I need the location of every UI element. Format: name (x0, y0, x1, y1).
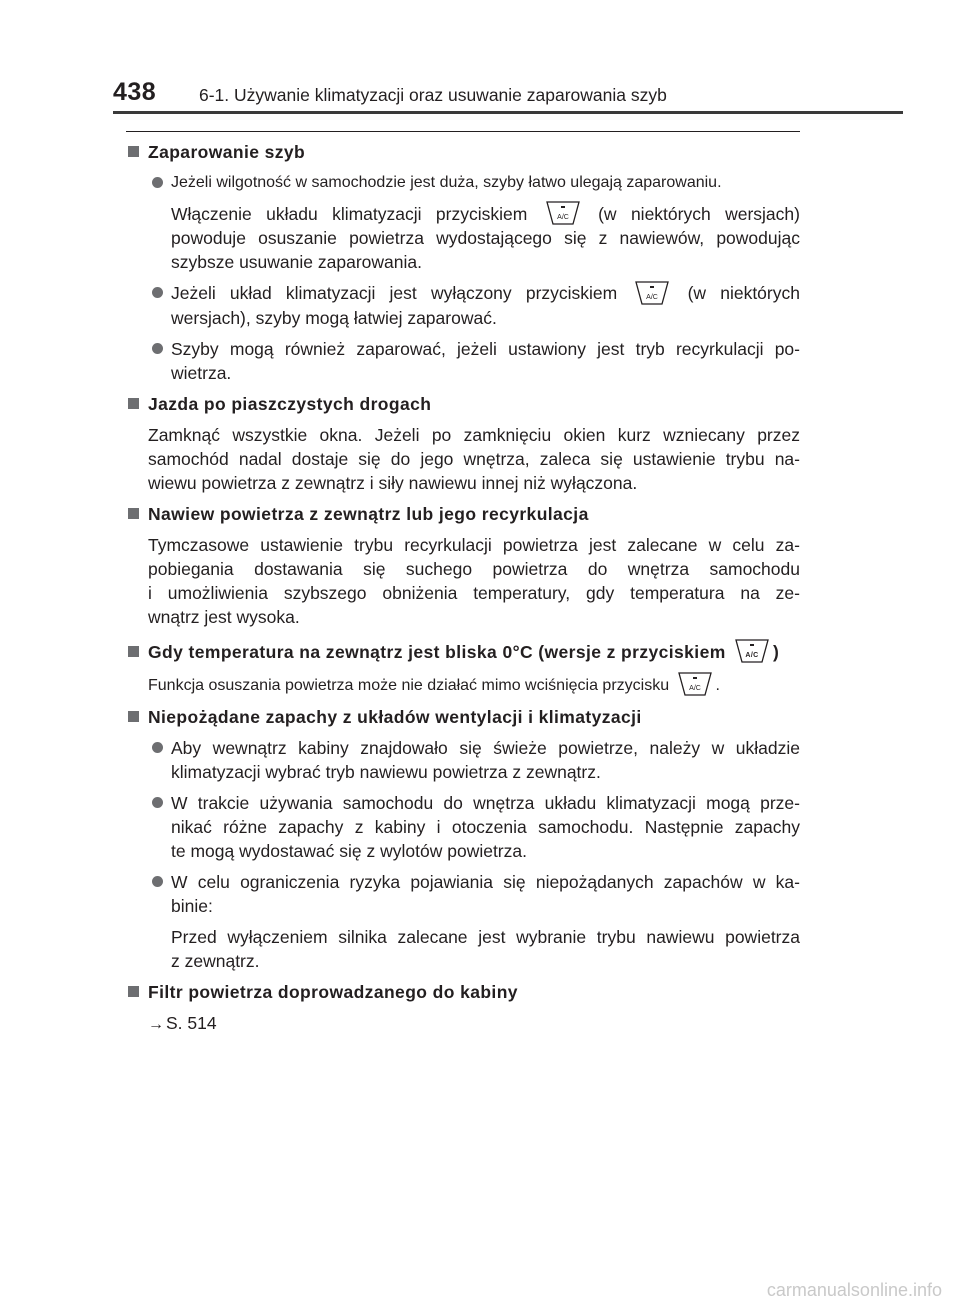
square-bullet-icon (128, 146, 139, 157)
page-content (126, 135, 800, 1044)
paragraph: Zamknąć wszystkie okna. Jeżeli po zamknięciu okien kurz wzniecany przez samochód nadal dostaje się do jego wnętrza, zaleca się ustawienie trybu na- wiewu powietrza z zewnątrz i siły nawiewu innej niż wyłączona. (148, 424, 800, 493)
svg-text:A/C: A/C (745, 652, 759, 660)
list-item: Aby wewnątrz kabiny znajdowało się świeże powietrze, należy w układzie klimatyzacji wybrać tryb nawiewu powietrza z zewnątrz. (126, 736, 800, 784)
arrow-right-icon: → (148, 1016, 164, 1034)
page-reference[interactable] (126, 1011, 800, 1037)
svg-text:A/C: A/C (646, 293, 659, 301)
page-header (0, 0, 960, 115)
circle-bullet-icon (152, 287, 163, 298)
list-item: W celu ograniczenia ryzyka pojawiania się niepożądanych zapachów w ka- binie: (126, 870, 800, 918)
section-odors (126, 705, 800, 973)
page-reference-link[interactable]: S. 514 (166, 1013, 217, 1034)
list-item: W trakcie używania samochodu do wnętrza układu klimatyzacji mogą prze- nikać różne zapachy z kabiny i otoczenia samochodu. Następnie zapachy te mogą wydostawać się z wylotów powietrza. (126, 791, 800, 863)
section-cabin-filter (126, 980, 800, 1037)
section-heading: Nawiew powietrza z zewnątrz lub jego recyrkulacja (126, 502, 800, 526)
section-heading: Zaparowanie szyb (126, 140, 800, 164)
section-sandy-roads (126, 392, 800, 495)
content-divider (126, 131, 800, 132)
section-heading: Filtr powietrza doprowadzanego do kabiny (126, 980, 800, 1004)
svg-text:A/C: A/C (556, 214, 569, 222)
section-recirculation (126, 502, 800, 629)
paragraph: Włączenie układu klimatyzacji przyciskiem A/C (w niektórych wersjach) powoduje osuszanie powietrza wydostającego się z nawiewów, powodując szybsze usuwanie zaparowania. (126, 202, 800, 274)
square-bullet-icon (128, 398, 139, 409)
section-heading: Gdy temperatura na zewnątrz jest bliska 0°C (wersje z przyciskiem A/C ) (126, 640, 800, 664)
list-item: Szyby mogą również zaparować, jeżeli ustawiony jest tryb recyrkulacji po- wietrza. (126, 337, 800, 385)
header-divider (113, 111, 903, 114)
circle-bullet-icon (152, 177, 163, 188)
page-number: 438 (113, 78, 157, 106)
circle-bullet-icon (152, 876, 163, 887)
ac-button-icon (635, 280, 669, 306)
section-heading: Niepożądane zapachy z układów wentylacji i klimatyzacji (126, 705, 800, 729)
ac-button-icon (546, 200, 580, 226)
paragraph: Przed wyłączeniem silnika zalecane jest wybranie trybu nawiewu powietrza z zewnątrz. (171, 927, 800, 972)
circle-bullet-icon (152, 742, 163, 753)
section-near-zero (126, 640, 800, 698)
paragraph: Funkcja osuszania powietrza może nie działać mimo wciśnięcia przycisku A/C . (126, 674, 800, 698)
square-bullet-icon (128, 711, 139, 722)
circle-bullet-icon (152, 343, 163, 354)
square-bullet-icon (128, 646, 139, 657)
watermark: carmanualsonline.info (766, 1280, 942, 1300)
chapter-title: 6-1. Używanie klimatyzacji oraz usuwanie zaparowania szyb (199, 85, 667, 105)
ac-button-icon (678, 671, 712, 697)
square-bullet-icon (128, 986, 139, 997)
section-heading: Jazda po piaszczystych drogach (126, 392, 800, 416)
circle-bullet-icon (152, 797, 163, 808)
ac-button-icon (735, 638, 769, 664)
svg-text:A/C: A/C (688, 684, 701, 692)
square-bullet-icon (128, 508, 139, 519)
list-item: Jeżeli układ klimatyzacji jest wyłączony przyciskiem A/C (w niektórych wersjach), szyby mogą łatwiej zaparować. (126, 281, 800, 329)
list-item: Jeżeli wilgotność w samochodzie jest duża, szyby łatwo ulegają zaparowaniu. (126, 171, 800, 195)
paragraph: Tymczasowe ustawienie trybu recyrkulacji powietrza jest zalecane w celu za- pobiegania dostawania się suchego powietrza do wnętrza samochodu i umożliwienia szybszego obniżenia temperatury, gdy temperatura na ze- wnątrz jest wysoka. (148, 534, 800, 627)
section-fogging (126, 140, 800, 385)
